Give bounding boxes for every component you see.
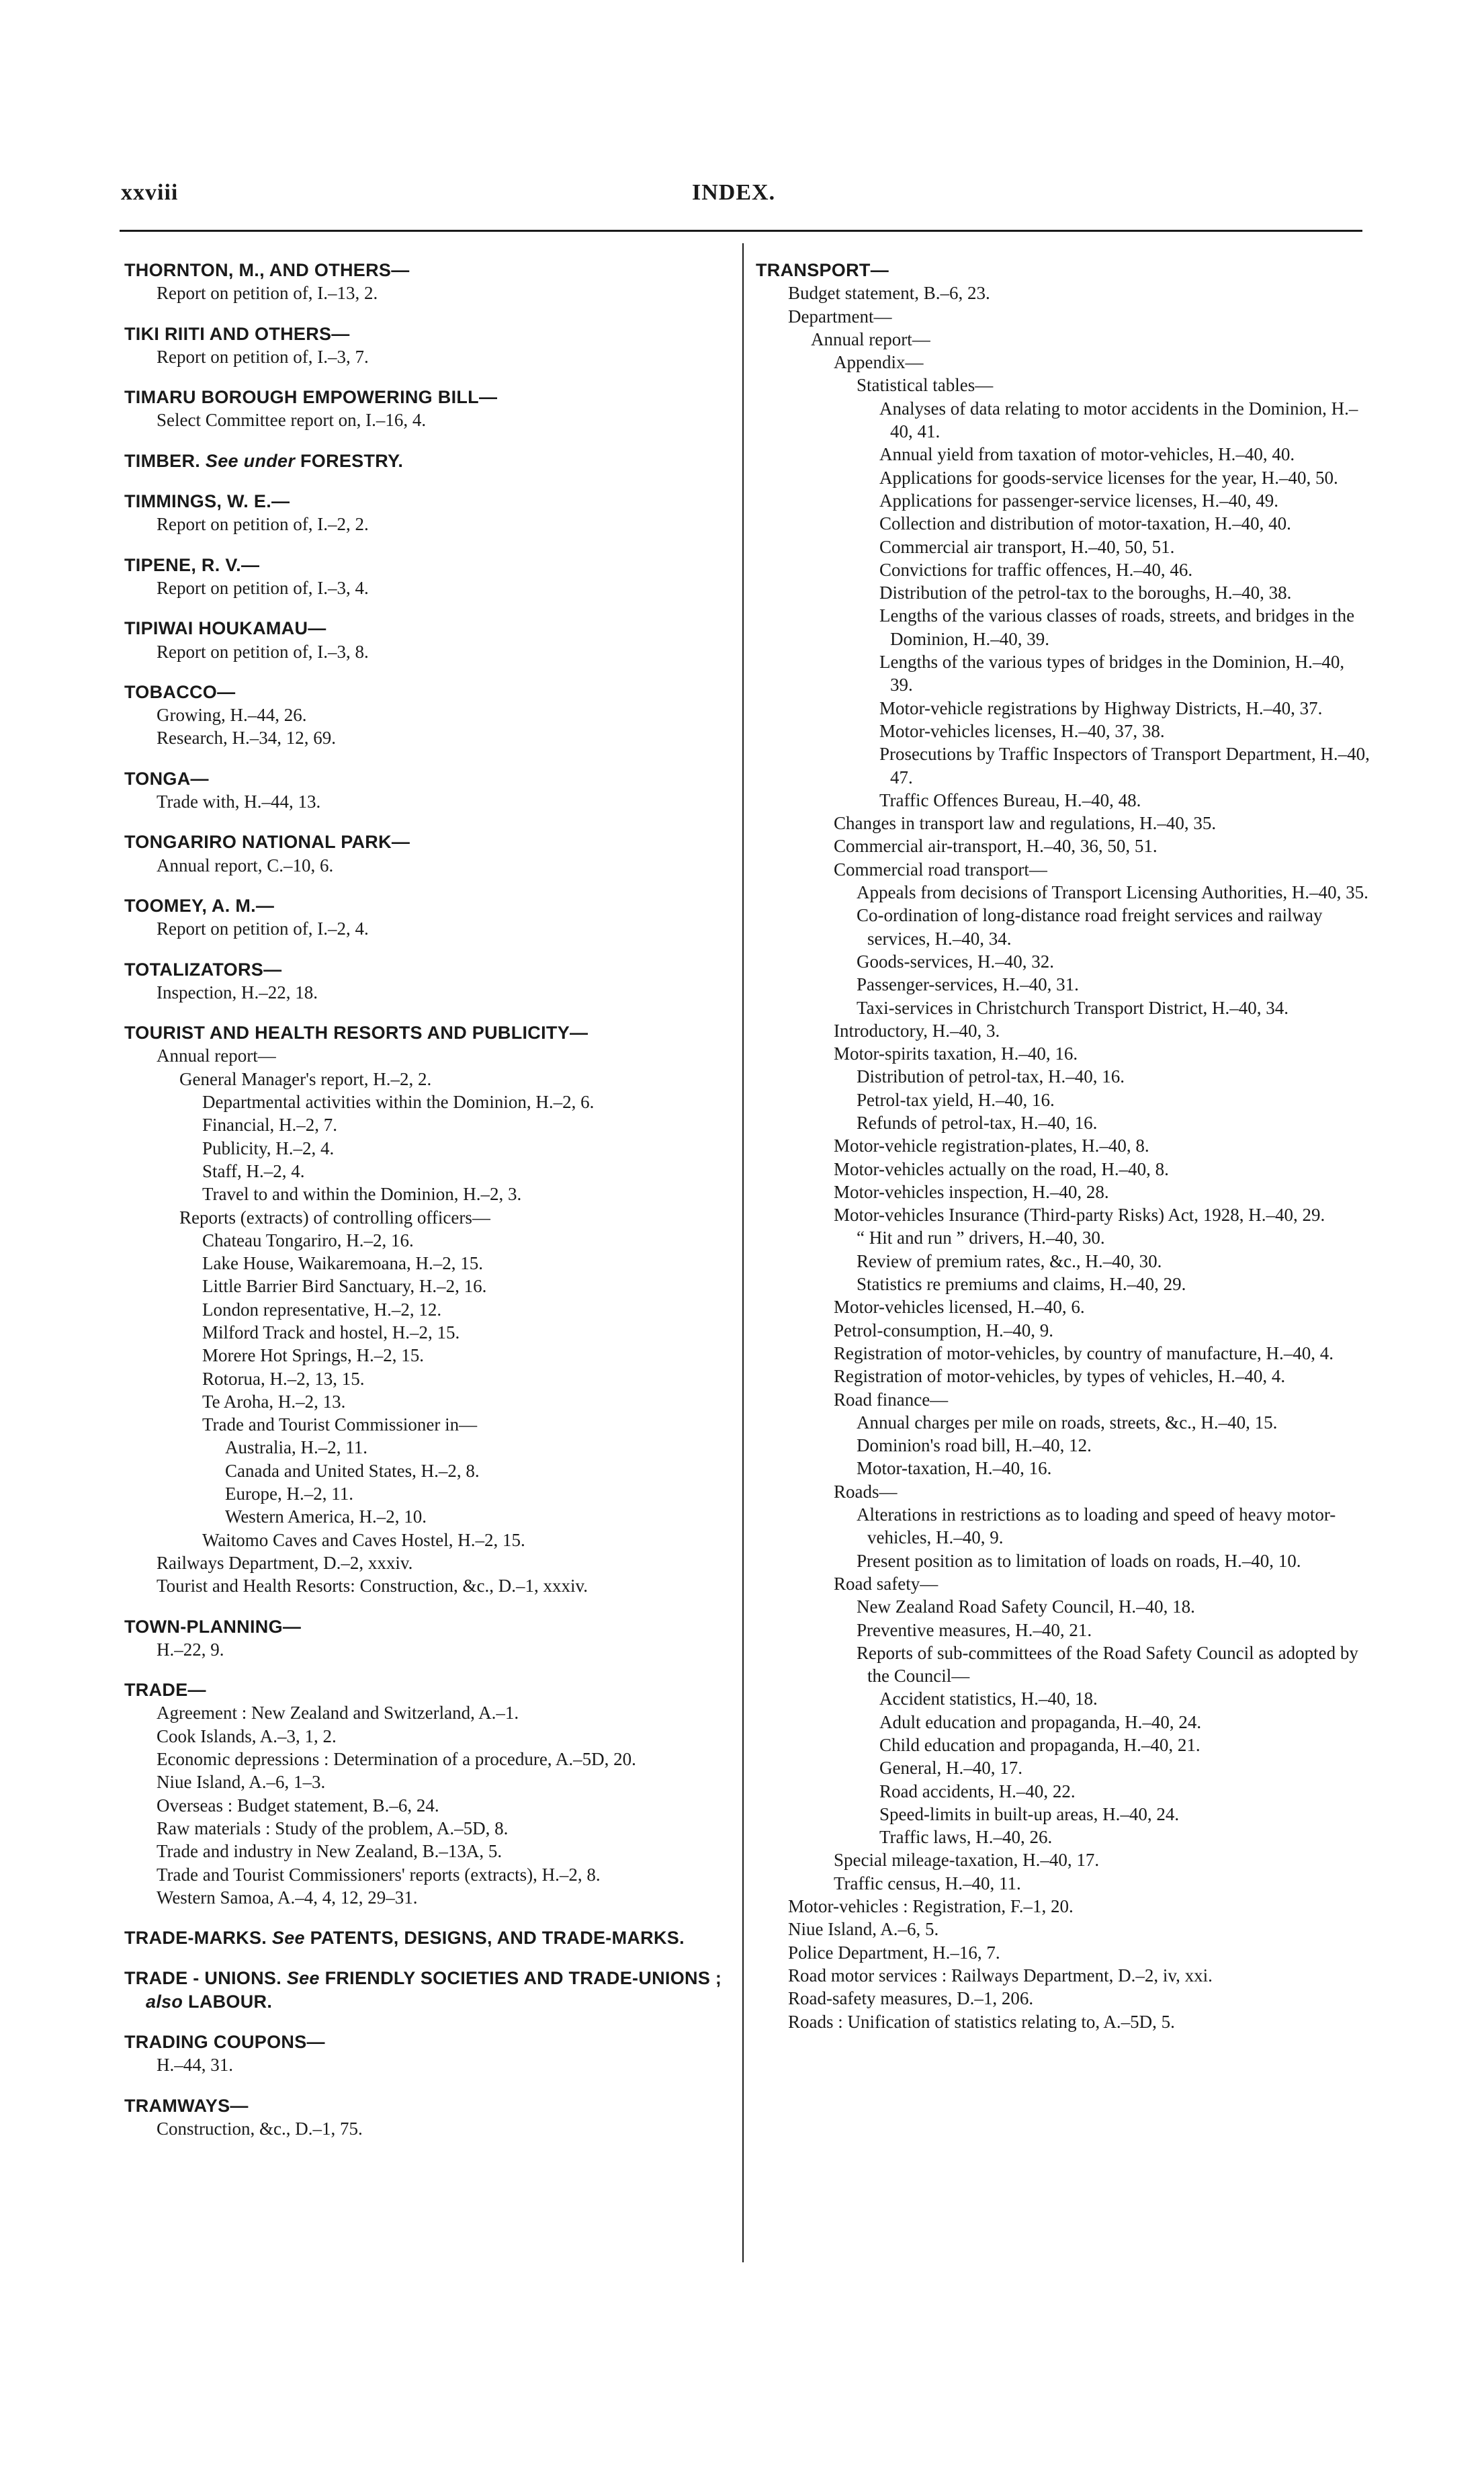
entry-line: Commercial air-transport, H.–40, 36, 50, 51. [834, 836, 1158, 857]
entry-line: Lengths of the various types of bridges in the Dominion, H.–40, 39. [879, 652, 1345, 695]
entry-line: Taxi-services in Christchurch Transport District, H.–40, 34. [857, 997, 1289, 1018]
column-divider [742, 243, 744, 2262]
entry-line: Refunds of petrol-tax, H.–40, 16. [857, 1112, 1098, 1133]
entry-line: Motor-spirits taxation, H.–40, 16. [834, 1043, 1078, 1064]
entry-line: Report on petition of, I.–2, 4. [157, 919, 369, 939]
entry-line: Petrol-tax yield, H.–40, 16. [857, 1089, 1055, 1110]
entry-title: TIMMINGS, W. E.— [124, 491, 290, 512]
entry-line: Inspection, H.–22, 18. [157, 982, 318, 1002]
entry-line: Australia, H.–2, 11. [225, 1437, 367, 1458]
entry-line: Present position as to limitation of loads on roads, H.–40, 10. [857, 1550, 1301, 1571]
entry-heading [124, 554, 729, 577]
entry-line: Motor-vehicles : Registration, F.–1, 20. [788, 1896, 1074, 1917]
entry-line: Motor-vehicles actually on the road, H.–40, 8. [834, 1158, 1169, 1179]
see-label: See [271, 1928, 305, 1949]
entry-title: TRADE-MARKS. [124, 1928, 267, 1949]
entry-line: Publicity, H.–2, 4. [202, 1138, 335, 1158]
index-entry [124, 617, 729, 663]
entry-title: TRADE— [124, 1680, 206, 1701]
entry-title: TOOMEY, A. M.— [124, 895, 275, 916]
entry-line: Traffic laws, H.–40, 26. [879, 1827, 1053, 1848]
entry-line: Review of premium rates, &c., H.–40, 30. [857, 1250, 1162, 1271]
entry-line: Road finance— [834, 1389, 949, 1410]
entry-line: Passenger-services, H.–40, 31. [857, 974, 1079, 995]
entry-line: Niue Island, A.–6, 1–3. [157, 1772, 326, 1793]
entry-line: Analyses of data relating to motor accidents in the Dominion, H.–40, 41. [879, 398, 1358, 442]
index-entry [124, 958, 729, 1005]
entry-line: Registration of motor-vehicles, by country of manufacture, H.–40, 4. [834, 1342, 1334, 1363]
entry-line: Waitomo Caves and Caves Hostel, H.–2, 15. [202, 1529, 525, 1550]
entry-line: Te Aroha, H.–2, 13. [202, 1391, 346, 1412]
entry-line: Commercial road transport— [834, 859, 1047, 880]
entry-title: TOURIST AND HEALTH RESORTS AND PUBLICITY— [124, 1023, 588, 1043]
entry-heading [124, 894, 729, 917]
entry-line: Cook Islands, A.–3, 1, 2. [157, 1725, 337, 1746]
entry-line: Agreement : New Zealand and Switzerland, A.–1. [157, 1703, 519, 1723]
entry-line: Reports (extracts) of controlling officers— [179, 1207, 490, 1228]
entry-line: Raw materials : Study of the problem, A.–5D, 8. [157, 1818, 509, 1838]
see-target: FORESTRY. [300, 450, 404, 471]
entry-heading [124, 1021, 729, 1044]
entry-title: TIPENE, R. V.— [124, 554, 260, 575]
entry-line: Western Samoa, A.–4, 4, 12, 29–31. [157, 1887, 418, 1908]
index-entry [124, 1967, 729, 2013]
entry-line: Railways Department, D.–2, xxxiv. [157, 1552, 413, 1573]
page-number: xxviii [121, 180, 179, 205]
entry-line: Appendix— [834, 352, 924, 373]
entry-heading [124, 1615, 729, 1638]
page-title: INDEX. [692, 180, 776, 205]
entry-heading [124, 386, 729, 409]
also-target: LABOUR. [188, 1991, 273, 2012]
entry-line: Lengths of the various classes of roads, streets, and bridges in the Dominion, H.–40, 39. [879, 605, 1355, 649]
entry-line: Petrol-consumption, H.–40, 9. [834, 1320, 1053, 1340]
entry-line: Trade with, H.–44, 13. [157, 792, 321, 812]
entry-line: Construction, &c., D.–1, 75. [157, 2118, 363, 2139]
index-entry [124, 830, 729, 877]
entry-line: Chateau Tongariro, H.–2, 16. [202, 1230, 414, 1250]
entry-heading [124, 830, 729, 853]
entry-line: Rotorua, H.–2, 13, 15. [202, 1368, 365, 1389]
entry-line: Trade and Tourist Commissioners' reports (extracts), H.–2, 8. [157, 1864, 601, 1885]
entry-lines [756, 282, 1370, 2033]
entry-line: Report on petition of, I.–3, 7. [157, 346, 369, 367]
entry-heading [124, 490, 729, 513]
entry-heading [124, 617, 729, 640]
index-entry [124, 450, 729, 472]
entry-line: Co-ordination of long-distance road freight services and railway services, H.–40, 34. [857, 905, 1323, 949]
entry-line: H.–44, 31. [157, 2055, 233, 2076]
entry-line: Traffic census, H.–40, 11. [834, 1873, 1021, 1893]
index-entry [124, 554, 729, 600]
index-entry [124, 490, 729, 536]
entry-line: Motor-vehicles licensed, H.–40, 6. [834, 1297, 1085, 1318]
entry-line: Annual report, C.–10, 6. [157, 855, 334, 876]
entry-heading: TRANSPORT— [756, 260, 889, 280]
entry-line: Trade and Tourist Commissioner in— [202, 1414, 478, 1435]
entry-heading [124, 2031, 729, 2053]
entry-line: Travel to and within the Dominion, H.–2, 3. [202, 1184, 522, 1205]
entry-title: TOWN-PLANNING— [124, 1616, 302, 1637]
entry-line: Annual charges per mile on roads, streets, &c., H.–40, 15. [857, 1412, 1278, 1433]
entry-line: Morere Hot Springs, H.–2, 15. [202, 1345, 424, 1366]
entry-line: Department— [788, 306, 892, 327]
entry-line: Introductory, H.–40, 3. [834, 1020, 1000, 1041]
entry-heading [124, 323, 729, 345]
entry-title: TIMBER. [124, 450, 201, 471]
entry-line: London representative, H.–2, 12. [202, 1299, 442, 1320]
entry-line: Budget statement, B.–6, 23. [788, 283, 990, 304]
entry-line: Child education and propaganda, H.–40, 21. [879, 1735, 1201, 1755]
entry-line: Applications for passenger-service licenses, H.–40, 49. [879, 490, 1279, 511]
index-entry [124, 323, 729, 369]
entry-title: THORNTON, M., AND OTHERS— [124, 260, 410, 280]
entry-title: TONGA— [124, 768, 209, 789]
index-entry [124, 2094, 729, 2141]
see-label: See [286, 1968, 320, 1989]
entry-line: H.–22, 9. [157, 1639, 224, 1660]
entry-line: Lake House, Waikaremoana, H.–2, 15. [202, 1253, 483, 1274]
entry-line: Report on petition of, I.–13, 2. [157, 283, 378, 304]
index-entry [124, 894, 729, 941]
entry-line: Reports of sub-committees of the Road Safety Council as adopted by the Council— [857, 1642, 1358, 1687]
entry-line: Collection and distribution of motor-taxation, H.–40, 40. [879, 513, 1291, 534]
entry-line: Canada and United States, H.–2, 8. [225, 1460, 480, 1481]
entry-line: Statistical tables— [857, 375, 994, 396]
entry-title: TOBACCO— [124, 681, 236, 702]
entry-line: Report on petition of, I.–2, 2. [157, 514, 369, 535]
entry-line: Road-safety measures, D.–1, 206. [788, 1988, 1034, 2009]
index-entry [124, 386, 729, 432]
see-target: FRIENDLY SOCIETIES AND TRADE-UNIONS ; [324, 1968, 722, 1989]
entry-line: Statistics re premiums and claims, H.–40, 29. [857, 1274, 1186, 1295]
header-rule [120, 230, 1362, 232]
entry-line: Road safety— [834, 1573, 939, 1594]
entry-line: Speed-limits in built-up areas, H.–40, 24. [879, 1803, 1180, 1824]
entry-line: Motor-vehicles Insurance (Third-party Risks) Act, 1928, H.–40, 29. [834, 1205, 1325, 1226]
entry-title: TRAMWAYS— [124, 2095, 249, 2116]
index-entry [124, 1021, 729, 1597]
entry-heading [124, 767, 729, 790]
entry-line: Roads— [834, 1481, 898, 1502]
entry-title: TIKI RIITI AND OTHERS— [124, 323, 350, 344]
entry-line: Appeals from decisions of Transport Licensing Authorities, H.–40, 35. [857, 882, 1368, 903]
entry-line: New Zealand Road Safety Council, H.–40, 18. [857, 1596, 1195, 1617]
entry-heading [124, 958, 729, 981]
entry-title: TRADE - UNIONS. [124, 1968, 281, 1989]
entry-line: Research, H.–34, 12, 69. [157, 728, 336, 749]
index-entry [124, 681, 729, 750]
entry-heading [124, 681, 729, 703]
index-entry [124, 2031, 729, 2077]
entry-title: TONGARIRO NATIONAL PARK— [124, 832, 410, 853]
entry-line: Registration of motor-vehicles, by types of vehicles, H.–40, 4. [834, 1366, 1286, 1387]
entry-line: Motor-vehicles inspection, H.–40, 28. [834, 1181, 1109, 1202]
entry-title: TIMARU BOROUGH EMPOWERING BILL— [124, 387, 498, 408]
entry-line: Police Department, H.–16, 7. [788, 1942, 1000, 1963]
entry-line: General Manager's report, H.–2, 2. [179, 1068, 432, 1089]
entry-line: Traffic Offences Bureau, H.–40, 48. [879, 789, 1141, 810]
entry-line: Annual report— [157, 1045, 276, 1066]
see-target: PATENTS, DESIGNS, AND TRADE-MARKS. [310, 1928, 685, 1949]
entry-line: Departmental activities within the Dominion, H.–2, 6. [202, 1092, 595, 1113]
entry-line: Road accidents, H.–40, 22. [879, 1781, 1076, 1801]
entry-heading [124, 450, 729, 472]
entry-heading [124, 1678, 729, 1701]
entry-line: Staff, H.–2, 4. [202, 1160, 305, 1181]
index-entry [124, 1615, 729, 1662]
entry-title: TRADING COUPONS— [124, 2032, 325, 2052]
entry-line: Trade and industry in New Zealand, B.–13A, 5. [157, 1841, 503, 1862]
right-column [756, 259, 1370, 2033]
index-entry [124, 1678, 729, 1909]
also-label: also [146, 1991, 183, 2012]
entry-line: Commercial air transport, H.–40, 50, 51. [879, 536, 1175, 557]
entry-line: General, H.–40, 17. [879, 1758, 1022, 1779]
left-column [124, 259, 729, 2158]
entry-heading [124, 259, 729, 282]
entry-line: Roads : Unification of statistics relating to, A.–5D, 5. [788, 2011, 1175, 2032]
entry-heading [124, 2094, 729, 2117]
entry-line: Convictions for traffic offences, H.–40, 46. [879, 559, 1193, 580]
entry-line: Tourist and Health Resorts: Construction, &c., D.–1, xxxiv. [157, 1576, 588, 1596]
entry-line: Western America, H.–2, 10. [225, 1506, 427, 1527]
entry-line: Adult education and propaganda, H.–40, 24. [879, 1711, 1202, 1732]
entry-line: Financial, H.–2, 7. [202, 1115, 337, 1136]
see-label: See under [205, 450, 296, 471]
entry-line: Changes in transport law and regulations, H.–40, 35. [834, 813, 1217, 834]
index-entry [124, 1926, 729, 1949]
entry-line: Milford Track and hostel, H.–2, 15. [202, 1322, 460, 1342]
index-entry [124, 767, 729, 814]
entry-line: Preventive measures, H.–40, 21. [857, 1619, 1092, 1640]
entry-line: Annual report— [811, 329, 930, 349]
entry-line: Motor-vehicles licenses, H.–40, 37, 38. [879, 720, 1165, 741]
entry-line: Europe, H.–2, 11. [225, 1484, 353, 1504]
entry-line: Alterations in restrictions as to loading and speed of heavy motor-vehicles, H.–40, 9. [857, 1504, 1336, 1548]
entry-title: TIPIWAI HOUKAMAU— [124, 618, 326, 639]
entry-line: Distribution of petrol-tax, H.–40, 16. [857, 1066, 1125, 1087]
entry-line: “ Hit and run ” drivers, H.–40, 30. [857, 1228, 1105, 1248]
entry-line: Report on petition of, I.–3, 4. [157, 577, 369, 598]
entry-line: Report on petition of, I.–3, 8. [157, 641, 369, 662]
entry-line: Motor-vehicle registration-plates, H.–40, 8. [834, 1136, 1149, 1156]
entry-line: Accident statistics, H.–40, 18. [879, 1689, 1098, 1709]
entry-heading [124, 1967, 729, 2013]
entry-line: Motor-taxation, H.–40, 16. [857, 1458, 1052, 1479]
entry-line: Economic depressions : Determination of a procedure, A.–5D, 20. [157, 1749, 636, 1770]
entry-line: Annual yield from taxation of motor-vehicles, H.–40, 40. [879, 444, 1295, 465]
entry-line: Overseas : Budget statement, B.–6, 24. [157, 1795, 439, 1816]
entry-line: Special mileage-taxation, H.–40, 17. [834, 1850, 1100, 1871]
index-entry [124, 259, 729, 305]
entry-line: Little Barrier Bird Sanctuary, H.–2, 16. [202, 1276, 487, 1297]
entry-line: Growing, H.–44, 26. [157, 705, 307, 726]
entry-line: Goods-services, H.–40, 32. [857, 951, 1054, 972]
entry-line: Distribution of the petrol-tax to the boroughs, H.–40, 38. [879, 583, 1292, 603]
entry-line: Motor-vehicle registrations by Highway Districts, H.–40, 37. [879, 697, 1323, 718]
entry-line: Road motor services : Railways Department, D.–2, iv, xxi. [788, 1965, 1213, 1986]
entry-line: Dominion's road bill, H.–40, 12. [857, 1435, 1092, 1456]
entry-line: Applications for goods-service licenses for the year, H.–40, 50. [879, 467, 1338, 488]
entry-heading [124, 1926, 729, 1949]
entry-line: Niue Island, A.–6, 5. [788, 1919, 939, 1940]
entry-line: Prosecutions by Traffic Inspectors of Transport Department, H.–40, 47. [879, 744, 1370, 787]
entry-line: Select Committee report on, I.–16, 4. [157, 410, 427, 431]
entry-title: TOTALIZATORS— [124, 959, 282, 980]
